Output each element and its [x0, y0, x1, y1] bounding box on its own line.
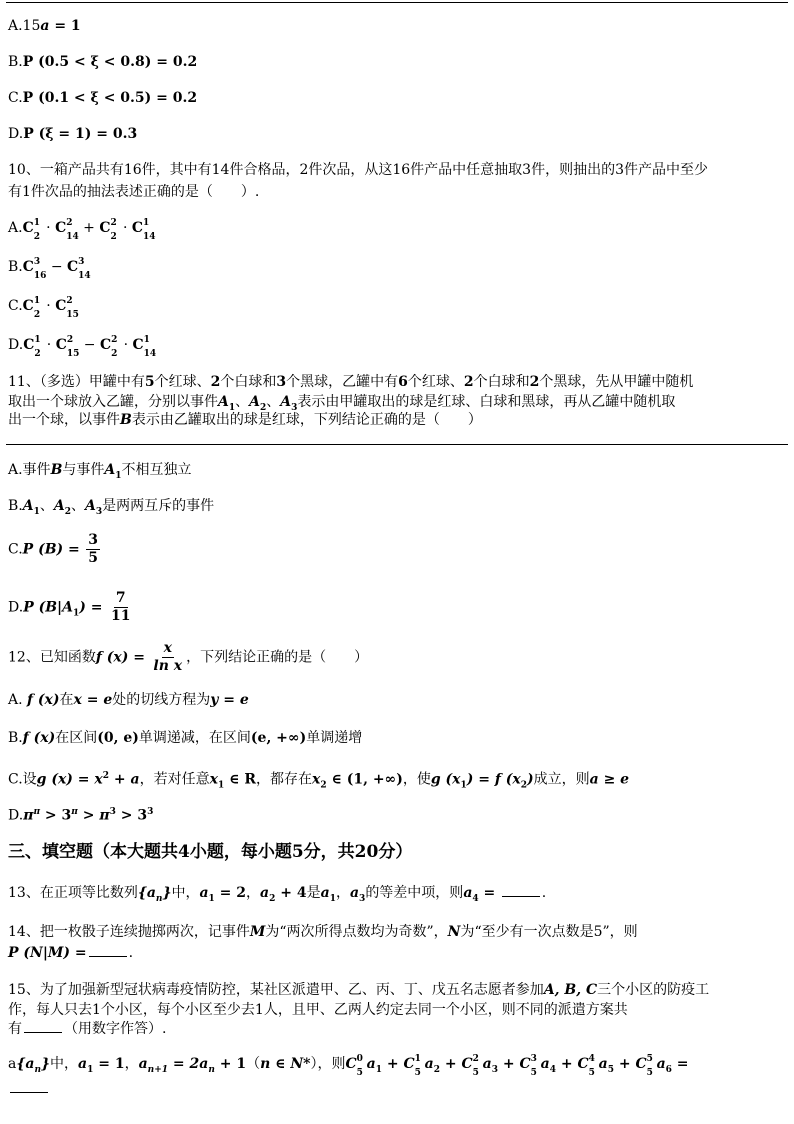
- q10-option-a: A.C 1 2 · C 2 14 + C 2 2 · C 1 14: [8, 218, 156, 242]
- q11-stem-line2: 取出一个球放入乙罐，分别以事件$A_1$、$A_2$、$A_3$表示由甲罐取出的球是红球、白球和黑球，再从乙罐中随机取: [8, 394, 676, 413]
- q15-stem-line3: 有 （用数字作答）.: [8, 1018, 166, 1039]
- q11-stem-line1: 11、（多选）甲罐中有5个红球、2个白球和3个黑球，乙罐中有6个红球、2个白球和2个黑球，先从甲罐中随机: [8, 374, 694, 390]
- q10-option-b: B.C 3 16 − C 3 14: [8, 257, 91, 281]
- q15-stem-line2: 作，每人只去1个小区，每个小区至少去1人，且甲、乙两人约定去同一个小区，则不同的派遣方案共: [8, 1002, 628, 1018]
- q14-stem-line1: 14、把一枚骰子连续抛掷两次，记事件M为“两次所得点数均为奇数”，N为“至少有一次点数是5”，则: [8, 924, 638, 940]
- q16-stem: $a\{a_n\}$中，$a_1 = 1$，$a_{n+1} = 2a_n + 1(n$ ∈ N*），则C 0 5 $a_1 + C$ 1 5 $a_2 + C$ 2 5 $a_3 + C$ 3 5 $a_4 + C$ 4 5 $a_5 + C$ 5 5 $a_6$ =: [8, 1054, 689, 1078]
- q12-option-d: $D.\pi^\pi > 3^\pi > \pi^3 > 3^3$: [8, 807, 154, 824]
- page-divider: [6, 444, 788, 445]
- q9-option-b: B.P (0.5 < ξ < 0.8) = 0.2: [8, 54, 198, 70]
- section-title: 三、填空题（本大题共4小题，每小题5分，共20分）: [8, 842, 413, 862]
- q11-option-d: D.P $(B|A_1)$ = $\frac{7}{11}$: [8, 590, 131, 624]
- q12-option-b: B.f (x)在区间(0, e)单调递减，在区间(e, +∞)单调递增: [8, 730, 363, 746]
- q10-stem-line1: 10、一箱产品共有16件，其中有14件合格品，2件次品，从这16件产品中任意抽取3件，则抽出的3件产品中至少: [8, 162, 708, 178]
- q11-option-a: A.事件B与事件$A_1$不相互独立: [8, 462, 192, 481]
- answer-blank[interactable]: [24, 1018, 62, 1033]
- q12-stem: 12、已知函数f (x) = $\frac{x}{\text{ln x}}$ ，下列结论正确的是（ ）: [8, 640, 369, 674]
- q11-stem-line3: 出一个球，以事件B表示由乙罐取出的球是红球，下列结论正确的是（ ）: [8, 412, 482, 428]
- q9-option-a: A.15a = 1: [8, 18, 81, 34]
- q10-stem-line2: 有1件次品的抽法表述正确的是（ ）.: [8, 184, 260, 200]
- q11-option-c: C.P (B) = $\frac{3}{5}$: [8, 532, 98, 566]
- top-divider: [6, 2, 788, 3]
- answer-blank[interactable]: [502, 882, 540, 897]
- q9-option-c: C.P (0.1 < ξ < 0.5) = 0.2: [8, 90, 198, 106]
- q11-option-b: $B.A_1$、$A_2$、$A_3$是两两互斥的事件: [8, 498, 215, 517]
- answer-blank[interactable]: [89, 942, 127, 957]
- q15-stem-line1: 15、为了加强新型冠状病毒疫情防控，某社区派遣甲、乙、丙、丁、戊五名志愿者参加A, B, C三个小区的防疫工: [8, 982, 710, 998]
- q12-option-a: A. f (x)在x = e处的切线方程为y = e: [8, 692, 249, 708]
- q13-stem: 13、在正项等比数列$\{a_n\}$中，$a_1 = 2$，$a_2 + 4$是$a_1$，$a_3$的等差中项，则$a_4$ = .: [8, 882, 546, 909]
- q10-option-d: D.C 1 2 · C 2 15 − C 2 2 · C 1 14: [8, 335, 157, 359]
- q12-option-c: C.设g $(x) = x^2 + a$，若对任意$x_1$ ∈ R，都存在$x_2$ ∈ (1, +∞)，使g $(x_1) = f$ $(x_2)$成立，则a ≥ e: [8, 771, 630, 791]
- q9-option-d: D.P (ξ = 1) = 0.3: [8, 126, 138, 142]
- q16-answer-line: [8, 1078, 50, 1099]
- q14-stem-line2: P (N|M) = .: [8, 942, 133, 963]
- q10-option-c: C.C 1 2 · C 2 15: [8, 296, 79, 320]
- answer-blank[interactable]: [10, 1078, 48, 1093]
